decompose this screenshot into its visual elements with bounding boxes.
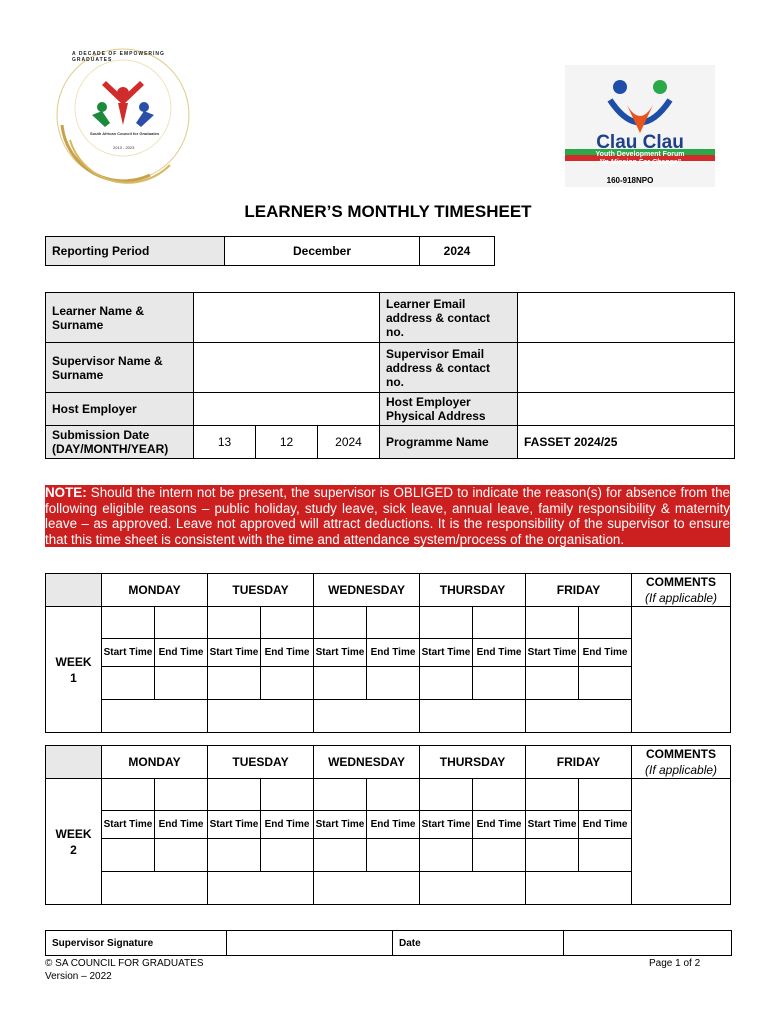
note-text: Should the intern not be present, the supervisor is OBLIGED to indicate the reason(s) for absence from the following eligible reasons – public holiday, study leave, sick leave, annual leave, family responsibility & maternity leave – as approved. Leave not approved will attract deductions. It is the responsibility of the supervisor to ensure that this time sheet is consistent with the time and attendance system/process of the organisation.: [45, 485, 730, 547]
day-header: FRIDAY: [526, 574, 632, 607]
reporting-year[interactable]: 2024: [420, 237, 495, 266]
start-time-label: Start Time: [526, 639, 579, 667]
host-employer-field[interactable]: [194, 393, 380, 426]
day-total-cell[interactable]: [102, 872, 208, 905]
week-1-table: [45, 573, 731, 733]
submission-date-label: Submission Date (DAY/MONTH/YEAR): [46, 426, 194, 459]
time-cell[interactable]: [155, 607, 208, 639]
time-entry-cell[interactable]: [420, 667, 473, 700]
time-cell[interactable]: [102, 607, 155, 639]
end-time-label: End Time: [155, 639, 208, 667]
time-entry-cell[interactable]: [579, 667, 632, 700]
supervisor-name-label: Supervisor Name & Surname: [46, 343, 194, 393]
time-entry-cell[interactable]: [155, 839, 208, 872]
time-entry-cell[interactable]: [314, 667, 367, 700]
start-time-label: Start Time: [208, 639, 261, 667]
learner-email-field[interactable]: [518, 293, 735, 343]
week-label: [46, 779, 102, 905]
reporting-month[interactable]: December: [225, 237, 420, 266]
end-time-label: End Time: [579, 639, 632, 667]
start-time-label: Start Time: [526, 811, 579, 839]
programme-name-label: Programme Name: [380, 426, 518, 459]
sacg-org-text: South African Council for Graduates: [90, 131, 160, 136]
time-entry-cell[interactable]: [208, 667, 261, 700]
time-entry-cell[interactable]: [526, 667, 579, 700]
day-total-cell[interactable]: [526, 700, 632, 733]
time-cell[interactable]: [314, 779, 367, 811]
comments-title: COMMENTS: [646, 747, 717, 761]
attendance-note: [45, 485, 730, 547]
week-header-blank: [46, 574, 102, 607]
end-time-label: End Time: [473, 639, 526, 667]
note-prefix: NOTE:: [45, 485, 87, 500]
end-time-label: End Time: [367, 811, 420, 839]
learner-name-label: Learner Name & Surname: [46, 293, 194, 343]
time-cell[interactable]: [473, 779, 526, 811]
comments-field[interactable]: [632, 607, 731, 733]
time-entry-cell[interactable]: [526, 839, 579, 872]
date-label: Date: [393, 931, 564, 956]
end-time-label: End Time: [473, 811, 526, 839]
week-label: [46, 607, 102, 733]
time-cell[interactable]: [579, 779, 632, 811]
comments-title: COMMENTS: [646, 575, 717, 589]
time-cell[interactable]: [208, 779, 261, 811]
sacg-logo: [50, 45, 200, 185]
week-label-text: WEEK: [55, 654, 92, 669]
clauclau-name: Clau Clau: [596, 132, 684, 153]
sacg-years: 2013 - 2023: [113, 145, 135, 150]
supervisor-signature-label: Supervisor Signature: [46, 931, 227, 956]
time-cell[interactable]: [420, 779, 473, 811]
supervisor-name-field[interactable]: [194, 343, 380, 393]
footer-version: Version – 2022: [45, 971, 112, 982]
week-header-blank: [46, 746, 102, 779]
end-time-label: End Time: [261, 811, 314, 839]
comments-sub: (If applicable): [645, 591, 718, 605]
start-time-label: Start Time: [208, 811, 261, 839]
day-total-cell[interactable]: [102, 700, 208, 733]
week-2-table: [45, 745, 731, 905]
time-entry-cell[interactable]: [367, 839, 420, 872]
signature-table: [45, 930, 732, 956]
start-time-label: Start Time: [420, 811, 473, 839]
time-entry-cell[interactable]: [473, 667, 526, 700]
clauclau-sub: Youth Development Forum: [595, 151, 685, 158]
time-entry-cell[interactable]: [102, 667, 155, 700]
learner-email-label: Learner Email address & contact no.: [380, 293, 518, 343]
time-cell[interactable]: [261, 779, 314, 811]
time-entry-cell[interactable]: [208, 839, 261, 872]
week-label-text: WEEK: [55, 826, 92, 841]
reporting-period-table: [45, 236, 495, 266]
time-entry-cell[interactable]: [155, 667, 208, 700]
day-header: MONDAY: [102, 746, 208, 779]
end-time-label: End Time: [579, 811, 632, 839]
programme-name-value: FASSET 2024/25: [518, 426, 735, 459]
end-time-label: End Time: [155, 811, 208, 839]
day-total-cell[interactable]: [314, 872, 420, 905]
start-time-label: Start Time: [102, 639, 155, 667]
day-total-cell[interactable]: [526, 872, 632, 905]
host-address-label: Host Employer Physical Address: [380, 393, 518, 426]
comments-header: [632, 574, 731, 607]
end-time-label: End Time: [261, 639, 314, 667]
host-address-field[interactable]: [518, 393, 735, 426]
sacg-ring-text: A DECADE OF EMPOWERING GRADUATES: [72, 51, 165, 63]
submission-year[interactable]: 2024: [318, 426, 380, 459]
time-cell[interactable]: [261, 607, 314, 639]
learner-details-table: [45, 292, 735, 459]
start-time-label: Start Time: [420, 639, 473, 667]
date-field[interactable]: [564, 931, 732, 956]
day-total-cell[interactable]: [208, 872, 314, 905]
time-entry-cell[interactable]: [261, 839, 314, 872]
day-header: MONDAY: [102, 574, 208, 607]
start-time-label: Start Time: [102, 811, 155, 839]
footer-copyright: © SA COUNCIL FOR GRADUATES: [45, 958, 204, 969]
time-entry-cell[interactable]: [261, 667, 314, 700]
day-header: WEDNESDAY: [314, 574, 420, 607]
day-total-cell[interactable]: [314, 700, 420, 733]
comments-sub: (If applicable): [645, 763, 718, 777]
end-time-label: End Time: [367, 639, 420, 667]
comments-field[interactable]: [632, 779, 731, 905]
clauclau-logo: [565, 65, 715, 187]
submission-month[interactable]: 12: [256, 426, 318, 459]
day-header: THURSDAY: [420, 574, 526, 607]
time-cell[interactable]: [526, 779, 579, 811]
time-entry-cell[interactable]: [314, 839, 367, 872]
page-title: LEARNER’S MONTHLY TIMESHEET: [244, 202, 532, 221]
clauclau-tagline: "In Mission For Change": [599, 159, 681, 166]
time-cell[interactable]: [102, 779, 155, 811]
time-cell[interactable]: [473, 607, 526, 639]
time-cell[interactable]: [367, 779, 420, 811]
clauclau-reg: 160-918NPO: [606, 176, 654, 185]
day-header: THURSDAY: [420, 746, 526, 779]
comments-header: [632, 746, 731, 779]
time-cell[interactable]: [367, 607, 420, 639]
day-header: WEDNESDAY: [314, 746, 420, 779]
day-total-cell[interactable]: [420, 872, 526, 905]
time-entry-cell[interactable]: [420, 839, 473, 872]
submission-day[interactable]: 13: [194, 426, 256, 459]
footer-page: Page 1 of 2: [649, 958, 701, 969]
week-number: 1: [70, 670, 77, 685]
host-employer-label: Host Employer: [46, 393, 194, 426]
time-cell[interactable]: [420, 607, 473, 639]
learner-name-field[interactable]: [194, 293, 380, 343]
time-cell[interactable]: [208, 607, 261, 639]
week-number: 2: [70, 842, 77, 857]
start-time-label: Start Time: [314, 639, 367, 667]
time-entry-cell[interactable]: [579, 839, 632, 872]
time-cell[interactable]: [579, 607, 632, 639]
time-entry-cell[interactable]: [367, 667, 420, 700]
supervisor-signature-field[interactable]: [227, 931, 393, 956]
time-entry-cell[interactable]: [473, 839, 526, 872]
supervisor-email-label: Supervisor Email address & contact no.: [380, 343, 518, 393]
time-cell[interactable]: [314, 607, 367, 639]
day-total-cell[interactable]: [420, 700, 526, 733]
day-header: FRIDAY: [526, 746, 632, 779]
reporting-period-label: Reporting Period: [46, 237, 225, 266]
supervisor-email-field[interactable]: [518, 343, 735, 393]
time-entry-cell[interactable]: [102, 839, 155, 872]
time-cell[interactable]: [155, 779, 208, 811]
day-header: TUESDAY: [208, 746, 314, 779]
time-cell[interactable]: [526, 607, 579, 639]
day-header: TUESDAY: [208, 574, 314, 607]
start-time-label: Start Time: [314, 811, 367, 839]
day-total-cell[interactable]: [208, 700, 314, 733]
